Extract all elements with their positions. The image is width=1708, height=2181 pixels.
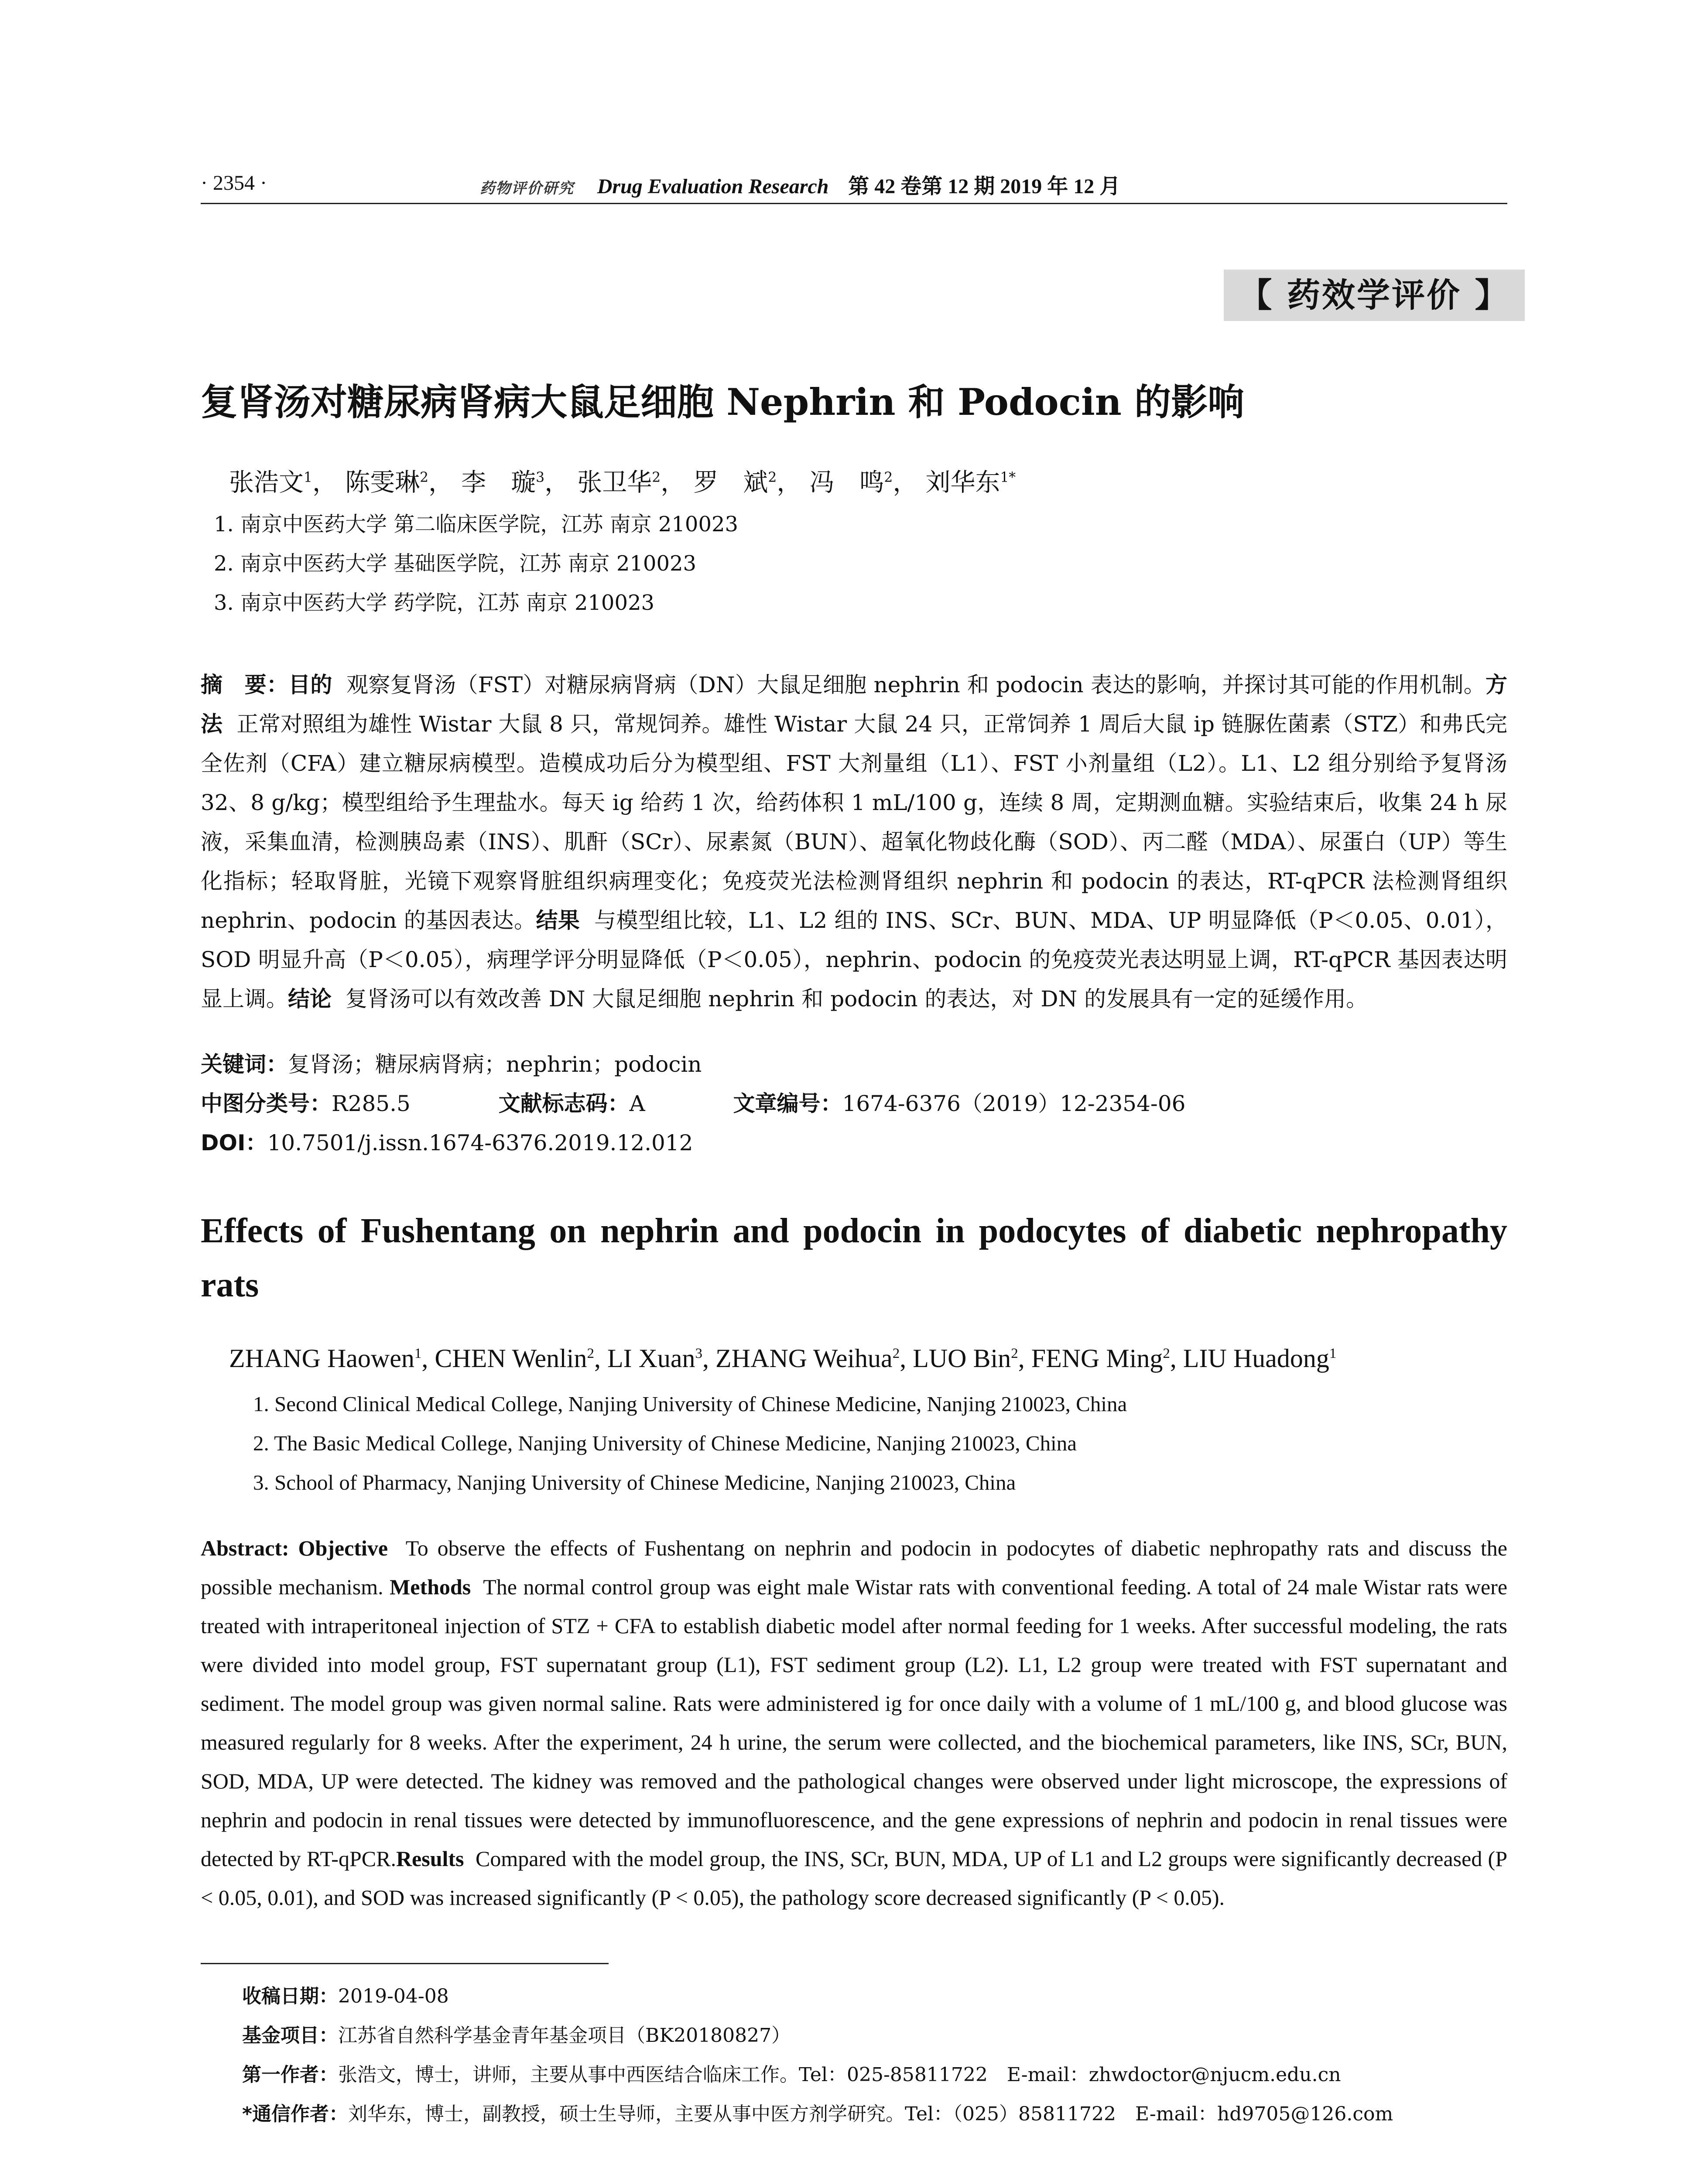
author-cn: 李 璇 [461, 468, 536, 497]
running-header [201, 169, 1509, 200]
authors-en: ZHANG Haowen$^1$, CHEN Wenlin$^2$, LI Xuan$^3$, ZHANG Weihua$^2$, LUO Bin$^2$, FENG Ming$^2$, LIU Huadong$^1$ [229, 1344, 1337, 1373]
objective-en-text: To observe the effects of Fushentang on nephrin and podocin in podocytes of diabetic nephropathy rats and discuss the possible mechanism. [201, 1536, 1507, 1599]
author-sup: 1 [1329, 1346, 1337, 1361]
issue-info: 第 42 卷第 12 期 2019 年 12 月 [848, 175, 1121, 198]
abstract-cn-label: 摘 要： [201, 672, 289, 697]
author-en: LI Xuan [607, 1344, 695, 1373]
affiliation-cn: 3. 南京中医药大学 药学院，江苏 南京 210023 [214, 591, 655, 615]
author-sup: 2 [1011, 1346, 1018, 1361]
author-en: LIU Huadong [1183, 1344, 1329, 1373]
doi [201, 1125, 693, 1157]
first-author-value: 张浩文，博士，讲师，主要从事中西医结合临床工作。Tel：025-85811722 E-mail：zhwdoctor@njucm.edu.cn [338, 2064, 1341, 2086]
doc-code-value: A [629, 1091, 645, 1116]
author-sup: 2 [892, 1346, 900, 1361]
author-en: CHEN Wenlin [435, 1344, 587, 1373]
clc-value: R285.5 [332, 1091, 411, 1116]
author-sup: 2 [420, 470, 429, 485]
footnote-corresponding [242, 2098, 1393, 2126]
title-en: Effects of Fushentang on nephrin and podocin in podocytes of diabetic nephropathy rats [201, 1212, 1507, 1304]
first-author-label: 第一作者： [242, 2064, 338, 2086]
affiliation-en: 3. School of Pharmacy, Nanjing University of Chinese Medicine, Nanjing 210023, China [253, 1470, 1016, 1494]
author-cn: 刘华东 [925, 468, 1000, 497]
results-text: 与模型组比较，L1、L2 组的 INS、SCr、BUN、MDA、UP 明显降低（P＜0.05、0.01），SOD 明显升高（P＜0.05），病理学评分明显降低（P＜0.05），nephrin、podocin 的免疫荧光表达明显上调，RT-qPCR 基因表达明显上调。 [201, 908, 1508, 1012]
section-tag: 【 药效学评价 】 [1224, 270, 1525, 321]
methods-text: 正常对照组为雄性 Wistar 大鼠 8 只，常规饲养。雄性 Wistar 大鼠 24 只，正常饲养 1 周后大鼠 ip 链脲佐菌素（STZ）和弗氏完全佐剂（CFA）建立糖尿病模型。造模成功后分为模型组、FST 大剂量组（L1）、FST 小剂量组（L2）。L1、L2 组分别给予复肾汤 32、8 g/kg；模型组给予生理盐水。每天 ig 给药 1 次，给药体积 1 mL/100 g，连续 8 周，定期测血糖。实验结束后，收集 24 h 尿液，采集血清，检测胰岛素（INS）、肌酐（SCr）、尿素氮（BUN）、超氧化物歧化酶（SOD）、丙二醛（MDA）、尿蛋白（UP）等生化指标；轻取肾脏，光镜下观察肾脏组织病理变化；免疫荧光法检测肾组织 nephrin 和 podocin 的表达，RT-qPCR 法检测肾组织 nephrin、podocin 的基因表达。 [201, 711, 1507, 933]
methods-en-label: Methods [390, 1575, 471, 1599]
author-en: ZHANG Weihua [715, 1344, 893, 1373]
header-rule [201, 203, 1507, 204]
received-value: 2019-04-08 [338, 1985, 449, 2007]
author-cn: 冯 鸣 [809, 468, 884, 497]
author-sup: 2 [652, 470, 661, 485]
author-sup: 3 [695, 1346, 703, 1361]
results-en-label: Results [396, 1846, 464, 1871]
author-cn: 陈雯琳 [345, 468, 420, 497]
author-cn: 罗 斌 [693, 468, 768, 497]
article-no-value: 1674-6376（2019）12-2354-06 [842, 1091, 1186, 1116]
corresponding-label: *通信作者： [242, 2103, 349, 2125]
clc-label: 中图分类号： [201, 1091, 332, 1116]
affiliation-en: 2. The Basic Medical College, Nanjing University of Chinese Medicine, Nanjing 210023, China [253, 1431, 1077, 1455]
author-en: FENG Ming [1031, 1344, 1163, 1373]
author-en: LUO Bin [913, 1344, 1011, 1373]
journal-logo: 药物评价研究 [480, 180, 574, 197]
objective-en-label: Objective [298, 1536, 388, 1560]
doi-value: 10.7501/j.issn.1674-6376.2019.12.012 [267, 1130, 693, 1155]
author-sup: 2 [768, 470, 777, 485]
affiliation-cn: 2. 南京中医药大学 基础医学院，江苏 南京 210023 [214, 551, 697, 576]
affiliation-cn: 1. 南京中医药大学 第二临床医学院，江苏 南京 210023 [214, 512, 739, 537]
results-label: 结果 [536, 908, 580, 933]
objective-text: 观察复肾汤（FST）对糖尿病肾病（DN）大鼠足细胞 nephrin 和 podocin 表达的影响，并探讨其可能的作用机制。 [346, 672, 1486, 697]
abstract-en [201, 1529, 1507, 1917]
footnote-received [242, 1980, 449, 2008]
objective-label: 目的 [288, 672, 332, 697]
author-sup: 1 [414, 1346, 422, 1361]
results-en-text: Compared with the model group, the INS, SCr, BUN, MDA, UP of L1 and L2 groups were significantly decreased (P < 0.05, 0.01), and SOD was increased significantly (P < 0.05), the pathology score decreased significantly (P < 0.05). [201, 1846, 1507, 1910]
keywords [201, 1047, 702, 1078]
author-cn: 张浩文 [229, 468, 304, 497]
article-no-label: 文章编号： [733, 1091, 842, 1116]
author-sup: 2 [587, 1346, 594, 1361]
author-cn: 张卫华 [577, 468, 652, 497]
author-sup: 2 [884, 470, 893, 485]
keywords-value: 复肾汤；糖尿病肾病；nephrin；podocin [288, 1052, 702, 1077]
methods-label: 方法 [201, 672, 1508, 737]
fund-value: 江苏省自然科学基金青年基金项目（BK20180827） [338, 2024, 791, 2047]
page-number: · 2354 · [201, 171, 267, 195]
classification [201, 1086, 1185, 1118]
conclusion-text: 复肾汤可以有效改善 DN 大鼠足细胞 nephrin 和 podocin 的表达，对 DN 的发展具有一定的延缓作用。 [345, 986, 1368, 1012]
affiliation-en: 1. Second Clinical Medical College, Nanjing University of Chinese Medicine, Nanjing 210023, China [253, 1392, 1127, 1416]
author-sup: 3 [536, 470, 545, 485]
abstract-en-label: Abstract: [201, 1536, 289, 1560]
author-sup: 2 [1163, 1346, 1170, 1361]
footnote-fund [242, 2020, 791, 2048]
footnote-first-author [242, 2059, 1341, 2087]
conclusion-label: 结论 [288, 986, 332, 1012]
footnote-rule [201, 1963, 609, 1964]
journal-name-en: Drug Evaluation Research [597, 175, 829, 198]
fund-label: 基金项目： [242, 2024, 338, 2047]
doi-label: DOI： [201, 1130, 267, 1155]
authors-cn: 张浩文$^1$， 陈雯琳$^2$， 李 璇$^3$， 张卫华$^2$， 罗 斌$^2$， 冯 鸣$^2$， 刘华东$^{1*}$ [229, 468, 1016, 497]
received-label: 收稿日期： [242, 1985, 338, 2007]
author-sup: 1 [304, 470, 312, 485]
corresponding-value: 刘华东，博士，副教授，硕士生导师，主要从事中医方剂学研究。Tel：（025）85811722 E-mail：hd9705@126.com [348, 2103, 1393, 2125]
author-sup: 1* [1000, 470, 1016, 485]
title-cn: 复肾汤对糖尿病肾病大鼠足细胞 Nephrin 和 Podocin 的影响 [201, 380, 1245, 424]
abstract-cn [201, 665, 1507, 1019]
keywords-label: 关键词： [201, 1052, 288, 1077]
doc-code-label: 文献标志码： [498, 1091, 630, 1116]
methods-en-text: The normal control group was eight male Wistar rats with conventional feeding. A total of 24 male Wistar rats were treated with intraperitoneal injection of STZ + CFA to establish diabetic model after normal feeding for 1 weeks. After successful modeling, the rats were divided into model group, FST supernatant group (L1), FST sediment group (L2). L1, L2 group were treated with FST supernatant and sediment. The model group was given normal saline. Rats were administered ig for once daily with a volume of 1 mL/100 g, and blood glucose was measured regularly for 8 weeks. After the experiment, 24 h urine, the serum were collected, and the biochemical parameters, like INS, SCr, BUN, SOD, MDA, UP were detected. The kidney was removed and the pathological changes were observed under light microscope, the expressions of nephrin and podocin in renal tissues were detected by immunofluorescence, and the gene expressions of nephrin and podocin in renal tissues were detected by RT-qPCR. [201, 1575, 1508, 1871]
author-en: ZHANG Haowen [229, 1344, 414, 1373]
